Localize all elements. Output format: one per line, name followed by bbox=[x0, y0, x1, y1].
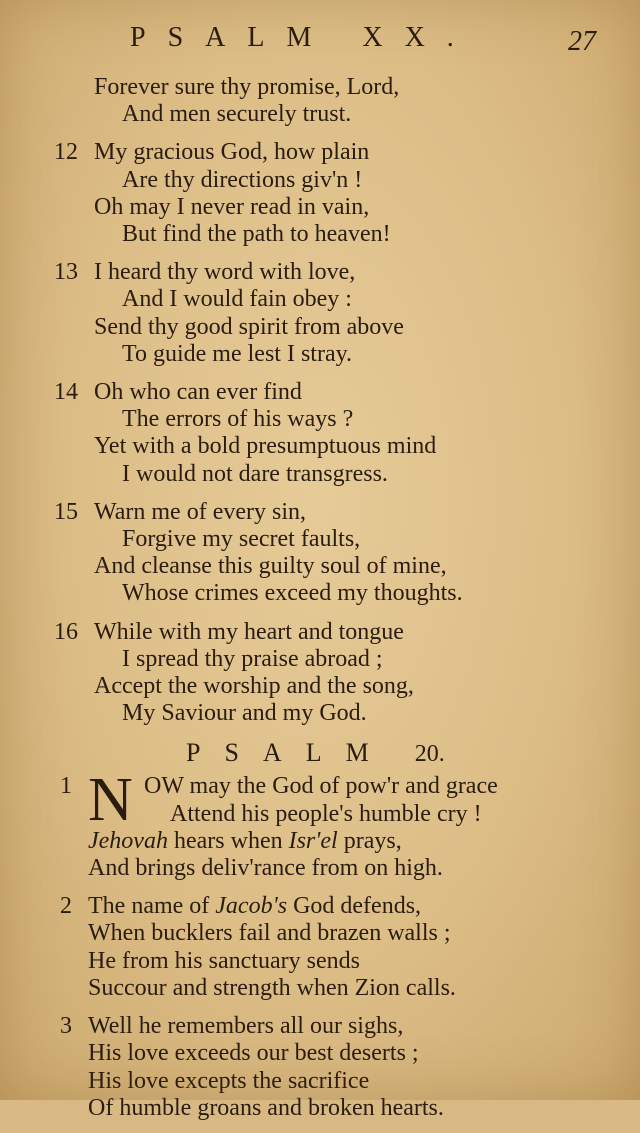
psalm20-stanza-3 bbox=[0, 1013, 640, 1122]
stanza-number: 3 bbox=[60, 1013, 72, 1040]
verse-line: And I would fain obey : bbox=[122, 286, 352, 313]
verse-line: While with my heart and tongue bbox=[94, 618, 404, 645]
verse-line: And brings deliv'rance from on high. bbox=[88, 855, 443, 882]
verse-line: Accept the worship and the song, bbox=[94, 673, 414, 700]
verse-line: Of humble groans and broken hearts. bbox=[88, 1094, 444, 1121]
verse-line: Send thy good spirit from above bbox=[94, 313, 404, 340]
page-body bbox=[0, 74, 640, 1133]
stanza-13 bbox=[0, 259, 640, 368]
stanza-number: 1 bbox=[60, 773, 72, 800]
stanza-16 bbox=[0, 619, 640, 728]
verse-text: hears when bbox=[167, 827, 289, 854]
stanza-number: 2 bbox=[60, 893, 72, 920]
verse-line: He from his sanctuary sends bbox=[88, 947, 360, 974]
verse-line: I heard thy word with love, bbox=[94, 259, 356, 286]
stanza-number: 14 bbox=[54, 379, 78, 406]
verse-text: prays, bbox=[337, 827, 402, 854]
verse-line: I spread thy praise abroad ; bbox=[122, 645, 383, 672]
drop-cap-letter: N bbox=[88, 766, 133, 835]
verse-text: God defends, bbox=[287, 893, 422, 920]
verse-line: Warn me of every sin, bbox=[94, 498, 306, 525]
verse-line: Succour and strength when Zion calls. bbox=[88, 974, 456, 1001]
verse-line: But find the path to heaven! bbox=[122, 221, 391, 248]
stanza-15 bbox=[0, 499, 640, 608]
verse-text: The name of bbox=[88, 893, 216, 920]
verse-line: His love excepts the sacrifice bbox=[88, 1067, 370, 1094]
stanza-number: 13 bbox=[54, 259, 78, 286]
psalm20-stanza-1 bbox=[0, 766, 640, 882]
stanza-14 bbox=[0, 379, 640, 488]
verse-line: And men securely trust. bbox=[122, 101, 352, 128]
verse-line: The errors of his ways ? bbox=[122, 406, 354, 433]
verse-line bbox=[0, 893, 640, 920]
verse-line: Yet with a bold presumptuous mind bbox=[94, 433, 437, 460]
stanza-number: 15 bbox=[54, 498, 78, 525]
psalm-heading bbox=[0, 738, 640, 769]
verse-line: Well he remembers all our sighs, bbox=[88, 1013, 404, 1040]
psalm-heading-number: 20. bbox=[414, 741, 445, 768]
page-header bbox=[0, 22, 640, 62]
verse-line: My gracious God, how plain bbox=[94, 139, 370, 166]
psalm20-stanza-2 bbox=[0, 893, 640, 1002]
verse-line: Forever sure thy promise, Lord, bbox=[94, 74, 400, 100]
verse-line: OW may the God of pow'r and grace bbox=[144, 773, 498, 800]
psalm-heading-word: PSALM bbox=[186, 738, 393, 768]
verse-line: My Saviour and my God. bbox=[122, 700, 367, 727]
page-number: 27 bbox=[568, 26, 596, 57]
verse-line: And cleanse this guilty soul of mine, bbox=[94, 553, 447, 580]
verse-line: Oh may I never read in vain, bbox=[94, 193, 370, 220]
verse-line: Whose crimes exceed my thoughts. bbox=[122, 580, 463, 607]
verse-line: Oh who can ever find bbox=[94, 379, 302, 406]
italic-word: Jehovah bbox=[88, 827, 168, 854]
stanza-number: 16 bbox=[54, 618, 78, 645]
stanza-12 bbox=[0, 139, 640, 248]
verse-line: When bucklers fail and brazen walls ; bbox=[88, 920, 451, 947]
verse-line: Attend his people's humble cry ! bbox=[170, 800, 482, 827]
verse-line: I would not dare transgress. bbox=[122, 460, 388, 487]
verse-line: To guide me lest I stray. bbox=[122, 340, 353, 367]
running-title: PSALM XX. bbox=[130, 22, 476, 53]
verse-line: Are thy directions giv'n ! bbox=[122, 166, 363, 193]
italic-word: Jacob's bbox=[215, 893, 288, 920]
verse-line: His love exceeds our best deserts ; bbox=[88, 1040, 419, 1067]
stanza-number: 12 bbox=[54, 139, 78, 166]
continuation-stanza bbox=[0, 74, 640, 128]
italic-word: Isr'el bbox=[288, 827, 338, 854]
verse-line: Forgive my secret faults, bbox=[122, 526, 361, 553]
